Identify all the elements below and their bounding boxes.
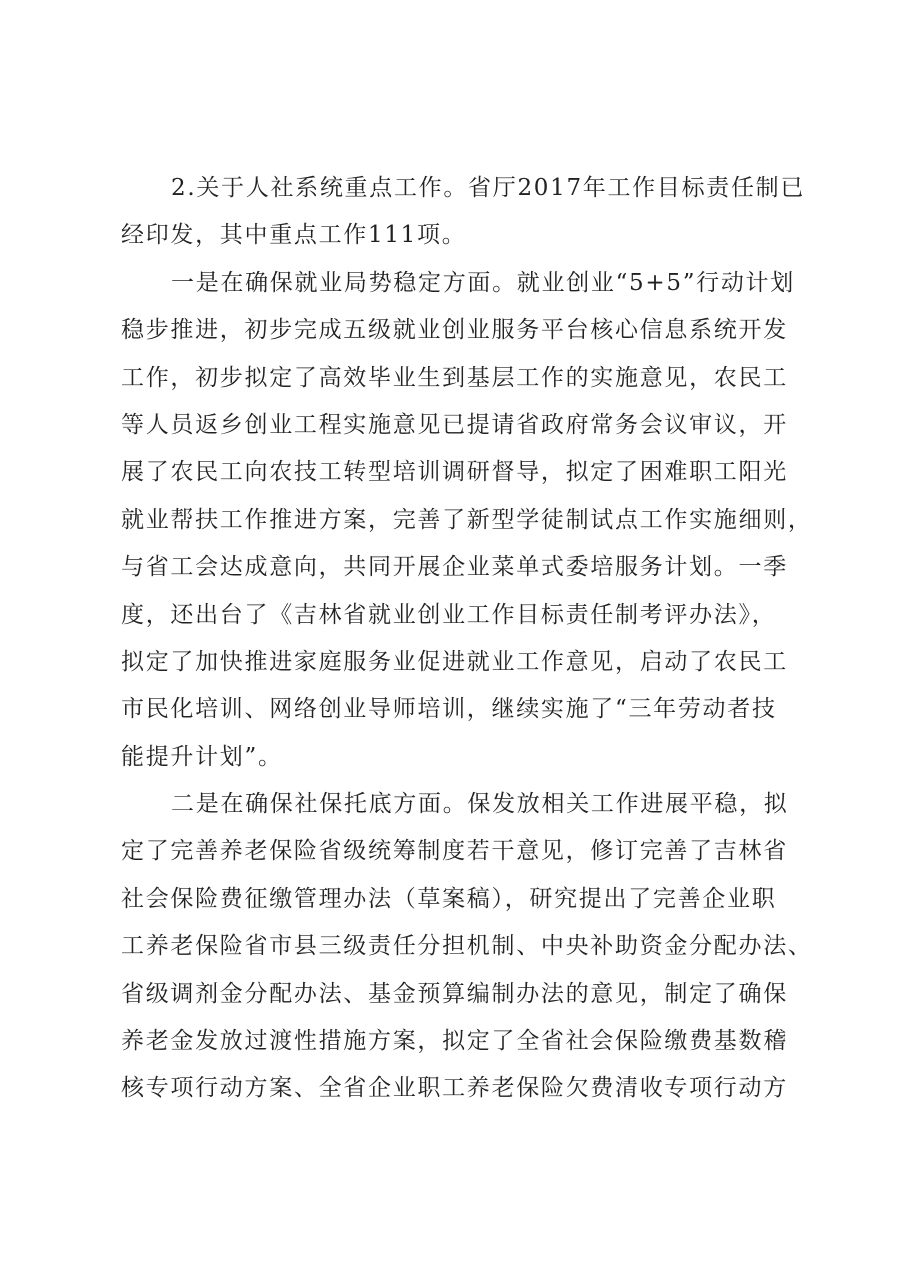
paragraph-2-line-8: 度，还出台了《吉林省就业创业工作目标责任制考评办法》， (121, 601, 777, 628)
paragraph-2-line-7: 与省工会达成意向，共同开展企业菜单式委培服务计划。一季 (121, 554, 788, 581)
paragraph-2-line-9: 拟定了加快推进家庭服务业促进就业工作意见，启动了农民工 (121, 648, 788, 675)
paragraph-2-line-1: 一是在确保就业局势稳定方面。就业创业“5+5”行动计划 (171, 269, 795, 296)
paragraph-2-line-4: 等人员返乡创业工程实施意见已提请省政府常务会议审议，开 (121, 411, 788, 438)
paragraph-3-line-4: 工养老保险省市县三级责任分担机制、中央补助资金分配办法、 (121, 933, 813, 960)
paragraph-2-line-6: 就业帮扶工作推进方案，完善了新型学徒制试点工作实施细则， (121, 506, 813, 533)
paragraph-3-line-7: 核专项行动方案、全省企业职工养老保险欠费清收专项行动方 (121, 1075, 788, 1102)
paragraph-3-line-5: 省级调剂金分配办法、基金预算编制办法的意见，制定了确保 (121, 980, 788, 1007)
paragraph-3-line-2: 定了完善养老保险省级统筹制度若干意见，修订完善了吉林省 (121, 838, 788, 865)
paragraph-3-line-3: 社会保险费征缴管理办法（草案稿），研究提出了完善企业职 (121, 885, 777, 912)
paragraph-3-line-6: 养老金发放过渡性措施方案，拟定了全省社会保险缴费基数稽 (121, 1028, 788, 1055)
paragraph-2-line-5: 展了农民工向农技工转型培训调研督导，拟定了困难职工阳光 (121, 459, 788, 486)
paragraph-1-line-1: 2.关于人社系统重点工作。省厅2017年工作目标责任制已 (171, 175, 806, 201)
paragraph-2-line-11: 能提升计划”。 (121, 743, 283, 770)
paragraph-2-line-3: 工作，初步拟定了高效毕业生到基层工作的实施意见，农民工 (121, 364, 788, 391)
paragraph-1-line-2: 经印发，其中重点工作111项。 (121, 222, 467, 249)
document-body (121, 168, 811, 1116)
paragraph-2-line-2: 稳步推进，初步完成五级就业创业服务平台核心信息系统开发 (121, 317, 788, 344)
paragraph-2-line-10: 市民化培训、网络创业导师培训，继续实施了“三年劳动者技 (121, 696, 777, 723)
paragraph-3-line-1: 二是在确保社保托底方面。保发放相关工作进展平稳，拟 (171, 791, 789, 818)
